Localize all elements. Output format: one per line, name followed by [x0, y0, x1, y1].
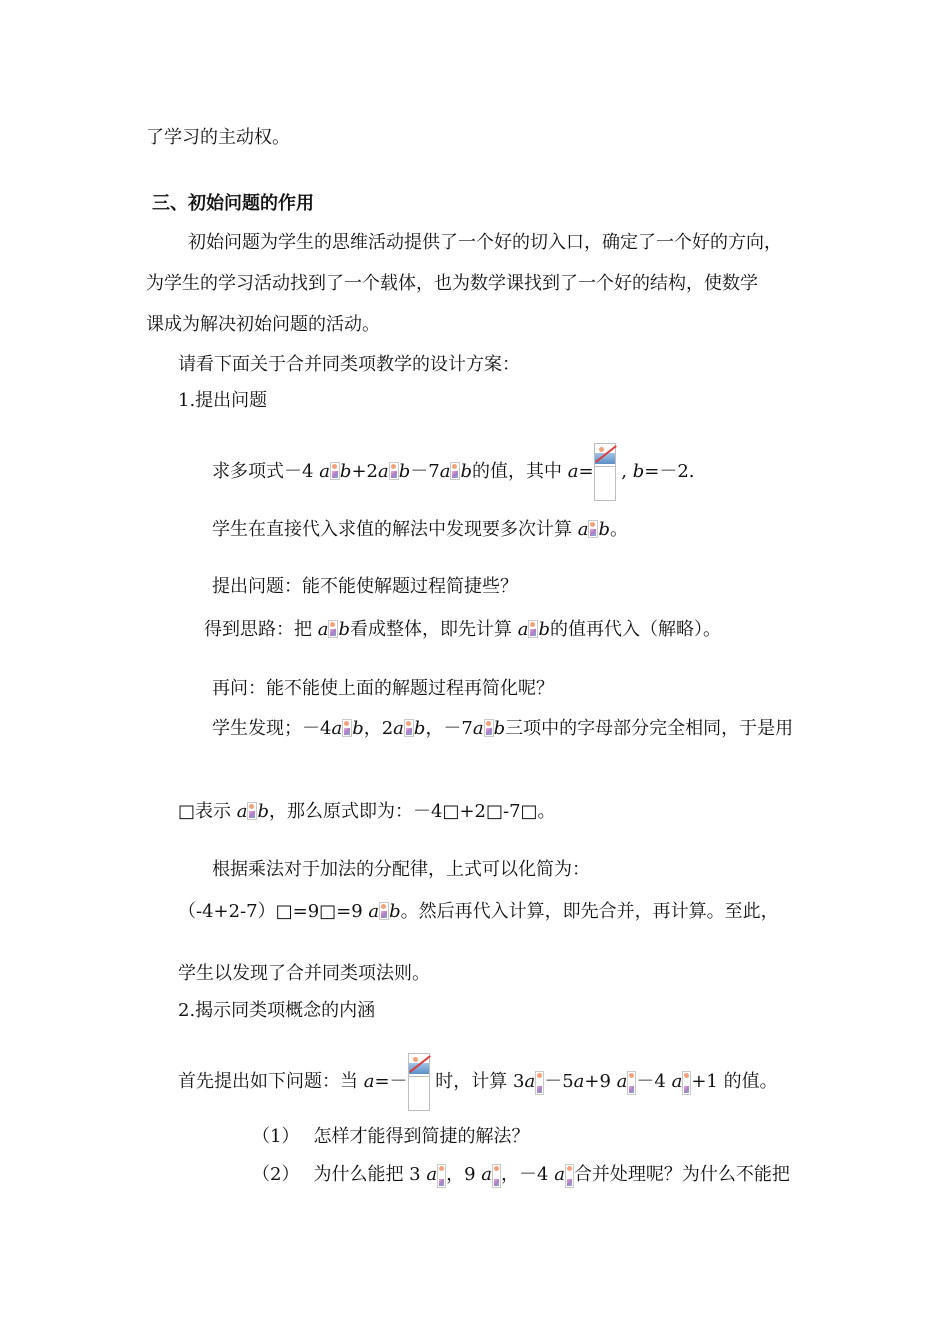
- image-placeholder-icon: [627, 1071, 636, 1095]
- ask-again-line: 再问：能不能使上面的解题过程再简化呢？: [212, 678, 554, 699]
- fraction-image-icon: [594, 443, 616, 501]
- idea-line: 得到思路：把 a b看成整体，即先计算 a b的值再代入（解略）。: [204, 619, 721, 640]
- problem-statement: 求多项式－4 a b+2a b－7a b的值，其中 a= , b=－2.: [212, 443, 695, 501]
- conclusion-line: 学生以发现了合并同类项法则。: [178, 963, 430, 984]
- image-placeholder-icon: [484, 719, 494, 737]
- image-placeholder-icon: [247, 802, 257, 820]
- image-placeholder-icon: [342, 719, 352, 737]
- intro-line-2: 为学生的学习活动找到了一个载体，也为数学课找到了一个好的结构，使数学: [146, 273, 758, 294]
- image-placeholder-icon: [492, 1164, 501, 1188]
- step2-title: 2.揭示同类项概念的内涵: [178, 1000, 376, 1021]
- image-placeholder-icon: [682, 1071, 691, 1095]
- intro-line-1: 初始问题为学生的思维活动提供了一个好的切入口，确定了一个好的方向，: [188, 232, 782, 253]
- distrib-line: 根据乘法对于加法的分配律，上式可以化简为：: [212, 859, 590, 880]
- denote-line: □表示 a b，那么原式即为：－4□+2□-7□。: [178, 801, 556, 822]
- find-line: 学生发现；－4a b，2a b，－7a b三项中的字母部分完全相同，于是用: [212, 718, 794, 739]
- image-placeholder-icon: [450, 462, 460, 480]
- image-placeholder-icon: [330, 462, 340, 480]
- image-placeholder-icon: [565, 1164, 574, 1188]
- section-heading: 三、初始问题的作用: [152, 193, 314, 214]
- step2-question: 首先提出如下问题：当 a=－ 时，计算 3a －5a+9 a －4 a +1 的值。: [178, 1053, 778, 1111]
- question-1: （1） 怎样才能得到简捷的解法？: [252, 1126, 530, 1147]
- image-placeholder-icon: [404, 719, 414, 737]
- image-placeholder-icon: [535, 1071, 544, 1095]
- image-placeholder-icon: [528, 620, 538, 638]
- simplify-line: （-4+2-7）□=9□=9 a b。然后再代入计算，即先合并，再计算。至此，: [178, 901, 779, 922]
- fraction-image-icon: [408, 1053, 430, 1111]
- image-placeholder-icon: [588, 520, 598, 538]
- image-placeholder-icon: [379, 902, 389, 920]
- image-placeholder-icon: [328, 620, 338, 638]
- image-placeholder-icon: [437, 1164, 446, 1188]
- paragraph-end: 了学习的主动权。: [146, 127, 290, 148]
- discover-line: 学生在直接代入求值的解法中发现要多次计算 a b。: [212, 519, 628, 540]
- intro-line-3: 课成为解决初始问题的活动。: [146, 314, 380, 335]
- image-placeholder-icon: [389, 462, 399, 480]
- design-lead: 请看下面关于合并同类项教学的设计方案：: [178, 354, 520, 375]
- ask-line: 提出问题：能不能使解题过程简捷些？: [212, 576, 518, 597]
- question-2: （2） 为什么能把 3 a ，9 a ，－4 a 合并处理呢？为什么不能把: [252, 1163, 790, 1188]
- step1-title: 1.提出问题: [178, 390, 268, 411]
